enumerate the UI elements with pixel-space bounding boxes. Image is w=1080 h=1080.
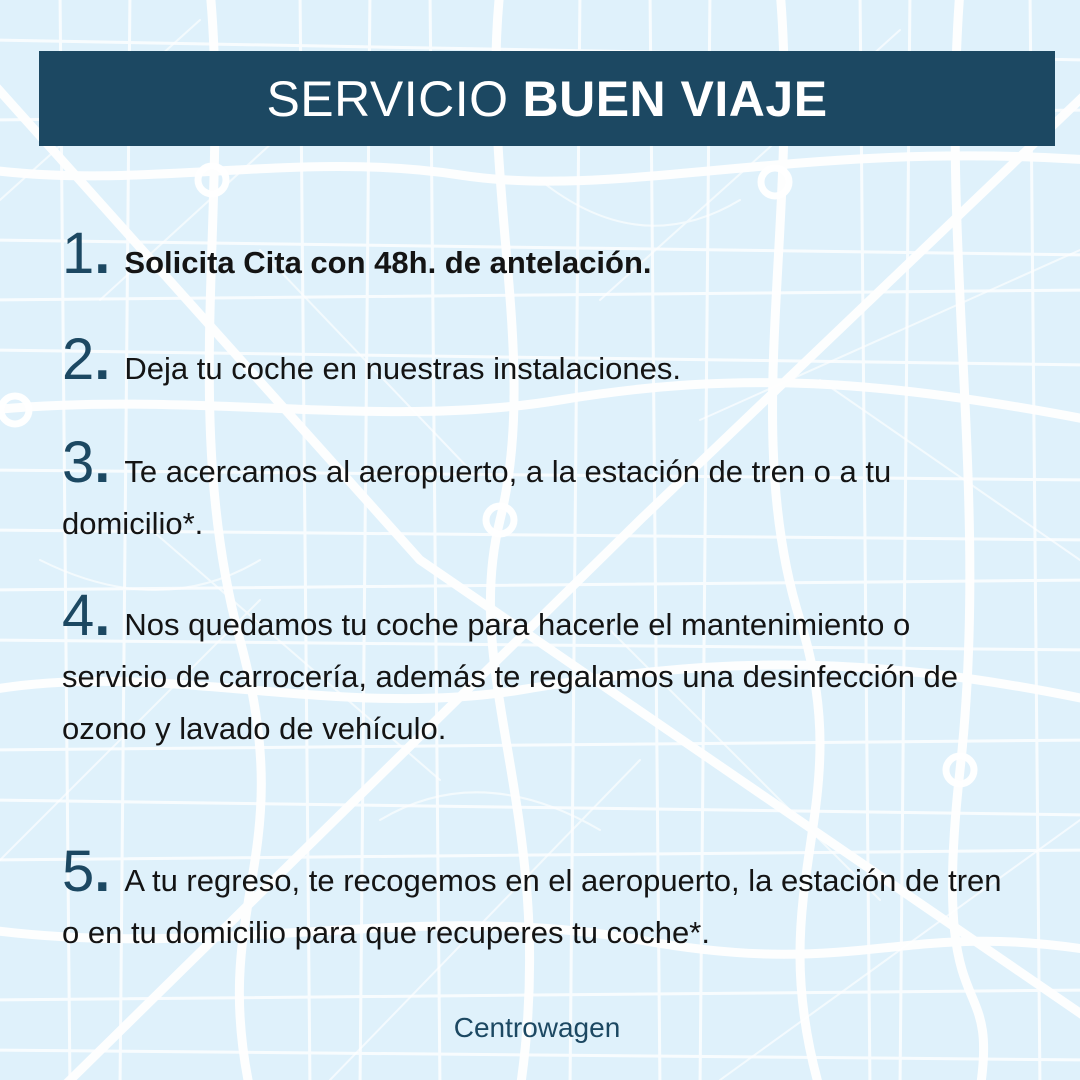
- step-2: [62, 327, 1022, 395]
- step-dot: .: [94, 221, 111, 286]
- step-number: 4: [62, 583, 95, 648]
- title-light: SERVICIO: [266, 70, 509, 127]
- step-number: 5: [62, 839, 95, 904]
- step-5: [62, 839, 1022, 959]
- step-dot: .: [94, 430, 111, 495]
- step-dot: .: [94, 583, 111, 648]
- step-text: Nos quedamos tu coche para hacerle el mantenimiento o servicio de carrocería, además te regalamos una desinfección de ozono y lavado de vehículo.: [62, 607, 959, 746]
- step-text: Solicita Cita con 48h. de antelación.: [124, 245, 652, 280]
- step-text: Deja tu coche en nuestras instalaciones.: [124, 351, 681, 386]
- step-number: 3: [62, 430, 95, 495]
- step-3: [62, 430, 1022, 550]
- brand-name: Centrowagen: [453, 1012, 621, 1043]
- step-number: 2: [62, 327, 95, 392]
- step-4: [62, 583, 1022, 755]
- title-bold: BUEN VIAJE: [522, 70, 828, 127]
- step-text: Te acercamos al aeropuerto, a la estación de tren o a tu domicilio*.: [62, 454, 892, 541]
- step-1: [62, 221, 1022, 289]
- step-dot: .: [94, 327, 111, 392]
- step-dot: .: [94, 839, 111, 904]
- step-number: 1: [62, 221, 95, 286]
- step-text: A tu regreso, te recogemos en el aeropuerto, la estación de tren o en tu domicilio para que recuperes tu coche*.: [62, 863, 1002, 950]
- title-banner: [39, 51, 1055, 146]
